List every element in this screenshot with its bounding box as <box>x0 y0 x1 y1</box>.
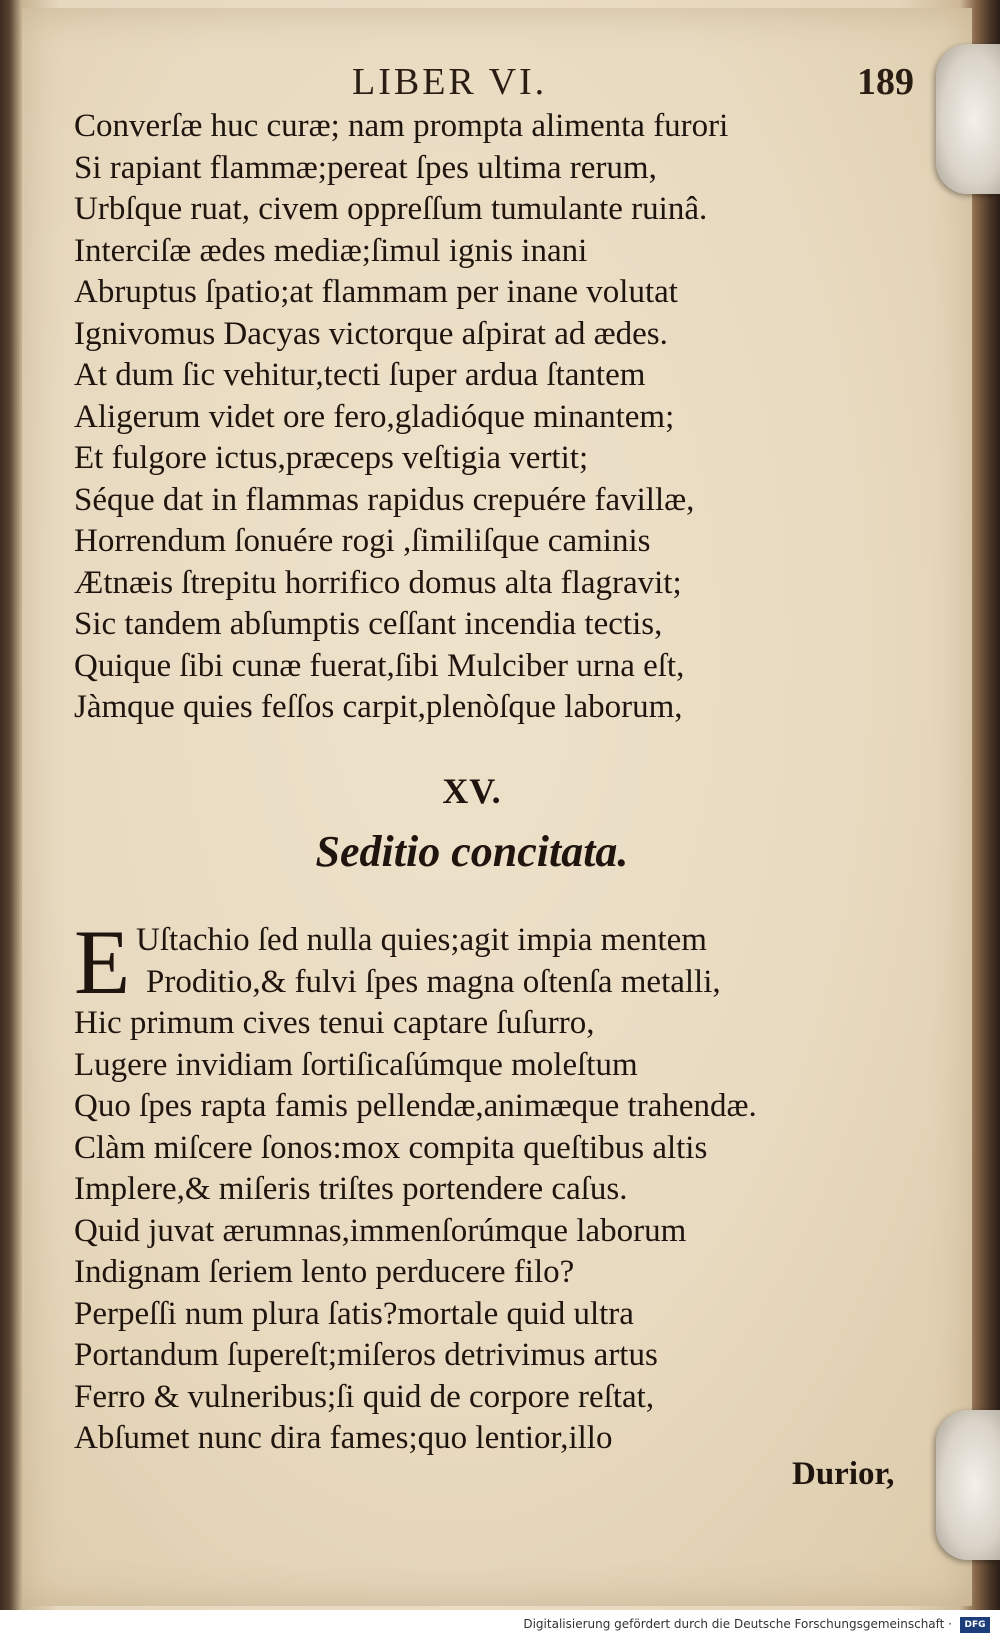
page-header <box>62 60 942 108</box>
dfg-logo: DFG <box>960 1617 990 1633</box>
catchword: Durior, <box>792 1456 895 1492</box>
verse-line: Urbſque ruat, civem oppreſſum tumulante ruinâ. <box>74 191 708 227</box>
verse-line: Aligerum videt ore fero,gladióque minantem; <box>74 398 675 435</box>
verse-line: Converſæ huc curæ; nam prompta alimenta furori <box>74 108 729 144</box>
running-head: LIBER VI. <box>352 61 548 103</box>
verse-line: Ferro & vulneribus;ſi quid de corpore reſtat, <box>74 1378 655 1415</box>
verse-line: Uſtachio ſed nulla quies;agit impia mentem <box>136 922 707 958</box>
section-number: XV. <box>442 771 502 811</box>
verse-line: Quique ſibi cunæ fuerat,ſibi Mulciber urna eſt, <box>74 647 685 684</box>
verse-block-1 <box>74 106 934 729</box>
verse-line: Perpeſſi num plura ſatis?mortale quid ultra <box>74 1295 634 1332</box>
footer-bar <box>0 1610 1000 1642</box>
verse-line: Ætnæis ſtrepitu horrifico domus alta flagravit; <box>74 564 682 601</box>
verse-line: Si rapiant flammæ;pereat ſpes ultima rerum, <box>74 149 657 186</box>
funding-credit: Digitalisierung gefördert durch die Deutsche Forschungsgemeinschaft · <box>523 1617 952 1631</box>
verse-line: Indignam ſeriem lento perducere filo? <box>74 1254 575 1290</box>
verse-line: Clàm miſcere ſonos:mox compita queſtibus altis <box>74 1129 708 1166</box>
page-number: 189 <box>857 61 914 103</box>
verse-line: Implere,& miſeris triſtes portendere caſus. <box>74 1171 628 1207</box>
verse-line: Interciſæ ædes mediæ;ſimul ignis inani <box>74 232 588 269</box>
verse-line: Lugere invidiam ſortiſicaſúmque moleſtum <box>74 1046 638 1083</box>
verse-line: Quid juvat ærumnas,immenſorúmque laborum <box>74 1212 687 1249</box>
verse-line: Portandum ſupereſt;miſeros detrivimus artus <box>74 1337 658 1373</box>
verse-line: Sic tandem abſumptis ceſſant incendia tectis, <box>74 606 663 642</box>
page-clip-bottom <box>936 1410 1000 1560</box>
section-title: Seditio concitata. <box>315 827 629 876</box>
verse-line: Horrendum ſonuére rogi ,ſimiliſque caminis <box>74 523 651 559</box>
verse-line: At dum ſic vehitur,tecti ſuper ardua ſtantem <box>74 357 646 393</box>
book-page <box>22 8 972 1606</box>
verse-line: Proditio,& fulvi ſpes magna oſtenſa metalli, <box>146 963 721 1000</box>
verse-block-2 <box>74 911 934 1460</box>
verse-line: Séque dat in flammas rapidus crepuére favillæ, <box>74 481 695 518</box>
verse-line: Quo ſpes rapta famis pellendæ,animæque trahendæ. <box>74 1088 757 1124</box>
drop-cap: E <box>74 911 131 1013</box>
verse-line: Jàmque quies feſſos carpit,plenòſque laborum, <box>74 689 683 725</box>
verse-line: Et fulgore ictus,præceps veſtigia vertit; <box>74 440 589 476</box>
verse-line: Abruptus ſpatio;at flammam per inane volutat <box>74 274 678 310</box>
verse-line: Ignivomus Dacyas victorque aſpirat ad ædes. <box>74 315 668 352</box>
page-clip-top <box>936 44 1000 194</box>
verse-line: Abſumet nunc dira fames;quo lentior,illo <box>74 1420 613 1456</box>
verse-line: Hic primum cives tenui captare ſuſurro, <box>74 1005 595 1041</box>
